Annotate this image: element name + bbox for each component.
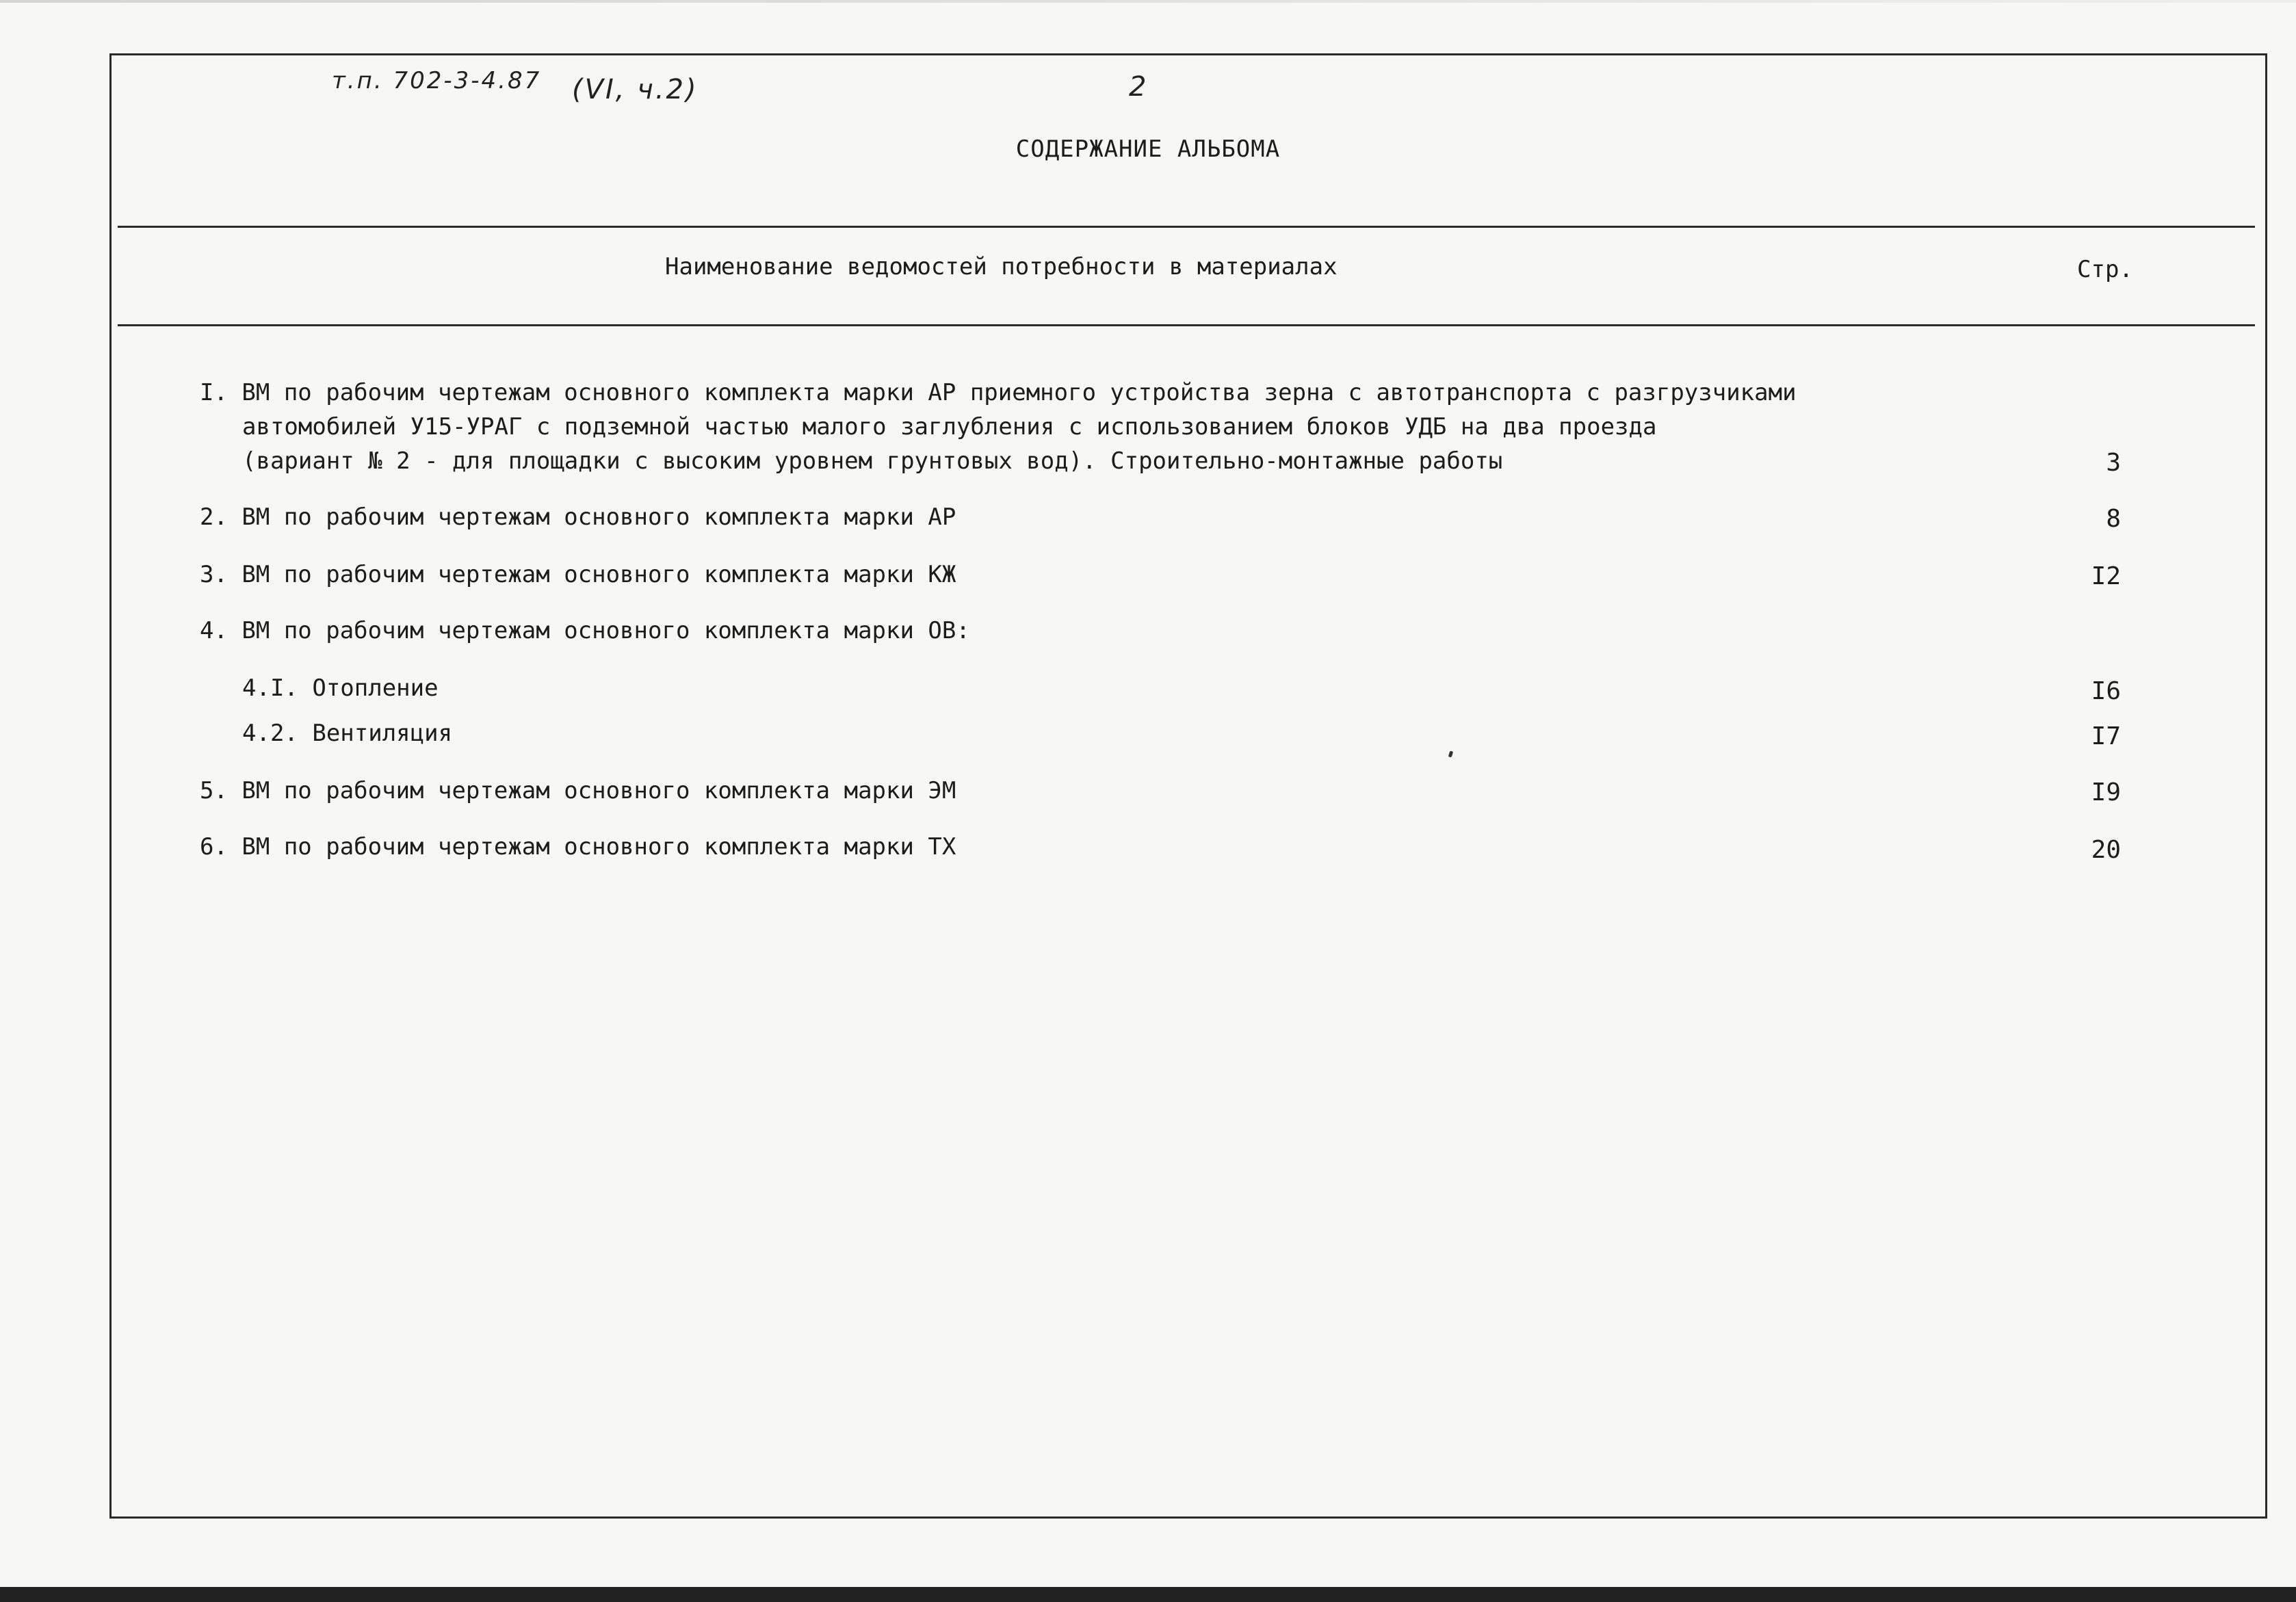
column-header-page: Стр. (2077, 256, 2133, 283)
entry-1-line-3: (вариант № 2 - для площадки с высоким уровнем грунтовых вод). Строительно-монтажные работы (242, 447, 1503, 475)
entry-1-line-1: I. ВМ по рабочим чертежам основного комплекта марки АР приемного устройства зерна с автотранспорта с разгрузчиками (200, 379, 1797, 406)
entry-2-page: 8 (2106, 505, 2121, 533)
document-code: т.п. 702-3-4.87 (332, 67, 542, 94)
entry-6-text: 6. ВМ по рабочим чертежам основного комплекта марки ТХ (200, 833, 956, 861)
entry-3-page: I2 (2091, 562, 2121, 590)
entry-4-1-text: 4.I. Отопление (242, 674, 439, 702)
entry-4-text: 4. ВМ по рабочим чертежам основного комплекта марки ОВ: (200, 617, 970, 644)
entry-3-text: 3. ВМ по рабочим чертежам основного комплекта марки КЖ (200, 561, 956, 588)
entry-5-text: 5. ВМ по рабочим чертежам основного комплекта марки ЭМ (200, 777, 956, 804)
table-top-rule (118, 226, 2255, 228)
entry-4-2-page: I7 (2091, 722, 2121, 750)
entry-6-page: 20 (2091, 836, 2121, 864)
scan-bottom-edge (0, 1587, 2296, 1602)
scan-top-edge (0, 0, 2296, 3)
entry-1-line-2: автомобилей У15-УРАГ с подземной частью малого заглубления с использованием блоков УДБ на два проезда (242, 413, 1657, 441)
table-header-rule (118, 324, 2255, 326)
entry-5-page: I9 (2091, 778, 2121, 806)
entry-1-page: 3 (2106, 449, 2121, 477)
volume-part-label: (VI, ч.2) (572, 74, 699, 105)
column-header-title: Наименование ведомостей потребности в материалах (665, 253, 1338, 280)
entry-4-1-page: I6 (2091, 677, 2121, 705)
page-number: 2 (1129, 71, 1149, 103)
entry-2-text: 2. ВМ по рабочим чертежам основного комплекта марки АР (200, 503, 956, 531)
entry-4-2-text: 4.2. Вентиляция (242, 720, 453, 747)
album-title: СОДЕРЖАНИЕ АЛЬБОМА (1015, 135, 1281, 163)
